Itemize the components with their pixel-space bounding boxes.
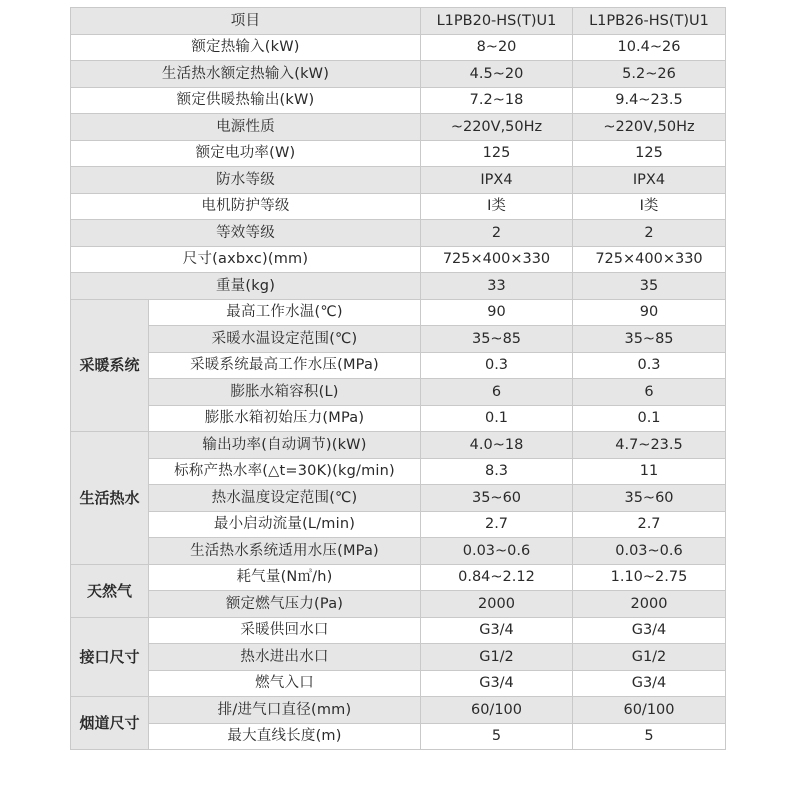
group-label: 生活热水: [71, 432, 149, 565]
spec-table-body: [71, 8, 726, 750]
spec-value-model-a: 60/100: [421, 697, 573, 724]
table-row: [71, 220, 726, 247]
table-row: [71, 432, 726, 459]
table-row: [71, 564, 726, 591]
spec-value-model-a: ~220V,50Hz: [421, 114, 573, 141]
spec-label: 额定电功率(W): [71, 140, 421, 167]
spec-label: 电源性质: [71, 114, 421, 141]
table-row: [71, 167, 726, 194]
table-row: [71, 458, 726, 485]
spec-value-model-a: G3/4: [421, 617, 573, 644]
table-row: [71, 697, 726, 724]
spec-value-model-b: 35~85: [573, 326, 726, 353]
spec-value-model-b: I类: [573, 193, 726, 220]
spec-value-model-b: ~220V,50Hz: [573, 114, 726, 141]
spec-value-model-a: 7.2~18: [421, 87, 573, 114]
spec-value-model-a: 2.7: [421, 511, 573, 538]
table-row: [71, 299, 726, 326]
spec-label: 最大直线长度(m): [149, 723, 421, 750]
spec-label: 防水等级: [71, 167, 421, 194]
group-label: 接口尺寸: [71, 617, 149, 697]
spec-label: 热水进出水口: [149, 644, 421, 671]
table-row: [71, 352, 726, 379]
spec-value-model-a: 8~20: [421, 34, 573, 61]
table-row: [71, 114, 726, 141]
table-row: [71, 379, 726, 406]
spec-value-model-b: 1.10~2.75: [573, 564, 726, 591]
spec-value-model-a: 35~85: [421, 326, 573, 353]
spec-label: 标称产热水率(△t=30K)(kg/min): [149, 458, 421, 485]
spec-value-model-a: G3/4: [421, 670, 573, 697]
header-model-b: L1PB26-HS(T)U1: [573, 8, 726, 35]
spec-value-model-a: 0.3: [421, 352, 573, 379]
spec-label: 燃气入口: [149, 670, 421, 697]
spec-label: 电机防护等级: [71, 193, 421, 220]
header-row: [71, 8, 726, 35]
spec-label: 热水温度设定范围(℃): [149, 485, 421, 512]
spec-value-model-b: IPX4: [573, 167, 726, 194]
spec-value-model-b: 4.7~23.5: [573, 432, 726, 459]
spec-value-model-b: G3/4: [573, 617, 726, 644]
spec-value-model-a: 35~60: [421, 485, 573, 512]
table-row: [71, 670, 726, 697]
table-row: [71, 193, 726, 220]
spec-label: 最高工作水温(℃): [149, 299, 421, 326]
table-row: [71, 723, 726, 750]
spec-value-model-b: G1/2: [573, 644, 726, 671]
table-row: [71, 405, 726, 432]
table-row: [71, 87, 726, 114]
spec-label: 膨胀水箱初始压力(MPa): [149, 405, 421, 432]
spec-label: 额定燃气压力(Pa): [149, 591, 421, 618]
spec-value-model-a: 8.3: [421, 458, 573, 485]
spec-value-model-b: 2: [573, 220, 726, 247]
table-row: [71, 34, 726, 61]
spec-value-model-a: 90: [421, 299, 573, 326]
spec-label: 采暖供回水口: [149, 617, 421, 644]
spec-value-model-b: 5.2~26: [573, 61, 726, 88]
spec-label: 最小启动流量(L/min): [149, 511, 421, 538]
spec-label: 额定供暖热输出(kW): [71, 87, 421, 114]
spec-value-model-a: IPX4: [421, 167, 573, 194]
spec-value-model-b: 0.1: [573, 405, 726, 432]
table-row: [71, 485, 726, 512]
spec-value-model-b: 60/100: [573, 697, 726, 724]
spec-label: 膨胀水箱容积(L): [149, 379, 421, 406]
spec-label: 生活热水额定热输入(kW): [71, 61, 421, 88]
spec-value-model-b: 6: [573, 379, 726, 406]
spec-value-model-a: 125: [421, 140, 573, 167]
table-row: [71, 273, 726, 300]
spec-label: 排/进气口直径(mm): [149, 697, 421, 724]
spec-value-model-a: 33: [421, 273, 573, 300]
header-model-a: L1PB20-HS(T)U1: [421, 8, 573, 35]
spec-value-model-a: 6: [421, 379, 573, 406]
spec-label: 耗气量(N㎥/h): [149, 564, 421, 591]
spec-value-model-b: 2.7: [573, 511, 726, 538]
spec-value-model-a: 4.0~18: [421, 432, 573, 459]
spec-value-model-b: 5: [573, 723, 726, 750]
spec-label: 重量(kg): [71, 273, 421, 300]
spec-label: 等效等级: [71, 220, 421, 247]
table-row: [71, 644, 726, 671]
spec-value-model-a: 0.1: [421, 405, 573, 432]
spec-label: 尺寸(axbxc)(mm): [71, 246, 421, 273]
spec-label: 采暖水温设定范围(℃): [149, 326, 421, 353]
group-label: 天然气: [71, 564, 149, 617]
spec-value-model-a: 4.5~20: [421, 61, 573, 88]
header-item-label: 项目: [71, 8, 421, 35]
spec-label: 额定热输入(kW): [71, 34, 421, 61]
group-label: 采暖系统: [71, 299, 149, 432]
spec-value-model-b: 9.4~23.5: [573, 87, 726, 114]
table-row: [71, 538, 726, 565]
table-row: [71, 511, 726, 538]
spec-table: [70, 7, 726, 750]
spec-label: 输出功率(自动调节)(kW): [149, 432, 421, 459]
spec-value-model-b: G3/4: [573, 670, 726, 697]
spec-value-model-a: 0.84~2.12: [421, 564, 573, 591]
spec-label: 生活热水系统适用水压(MPa): [149, 538, 421, 565]
spec-value-model-a: 5: [421, 723, 573, 750]
table-row: [71, 617, 726, 644]
spec-value-model-a: 2000: [421, 591, 573, 618]
spec-value-model-a: I类: [421, 193, 573, 220]
spec-value-model-b: 0.3: [573, 352, 726, 379]
spec-label: 采暖系统最高工作水压(MPa): [149, 352, 421, 379]
table-row: [71, 61, 726, 88]
spec-value-model-b: 35~60: [573, 485, 726, 512]
group-label: 烟道尺寸: [71, 697, 149, 750]
spec-value-model-b: 125: [573, 140, 726, 167]
table-row: [71, 140, 726, 167]
spec-value-model-b: 35: [573, 273, 726, 300]
spec-value-model-b: 0.03~0.6: [573, 538, 726, 565]
spec-value-model-b: 10.4~26: [573, 34, 726, 61]
table-row: [71, 246, 726, 273]
spec-value-model-b: 90: [573, 299, 726, 326]
spec-value-model-b: 2000: [573, 591, 726, 618]
spec-value-model-a: G1/2: [421, 644, 573, 671]
spec-value-model-a: 0.03~0.6: [421, 538, 573, 565]
table-row: [71, 326, 726, 353]
table-row: [71, 591, 726, 618]
spec-value-model-a: 2: [421, 220, 573, 247]
spec-value-model-b: 725×400×330: [573, 246, 726, 273]
spec-value-model-a: 725×400×330: [421, 246, 573, 273]
spec-value-model-b: 11: [573, 458, 726, 485]
